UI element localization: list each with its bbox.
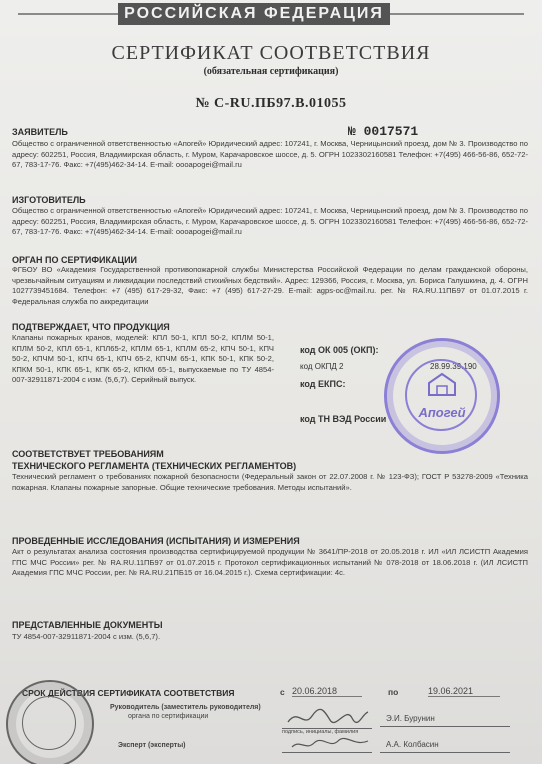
validity-to-date: 19.06.2021: [428, 686, 500, 697]
tests-text: Акт о результатах анализа состояния производства сертифицируемой продукции № 3641/ПР-2018 от 20.05.2018 г. ИЛ «ИЛ ЛСИСТП Академия ГПС МЧС России» рег. № RA.RU.11ПБ97 от 01.07.2015 г. Протокол сертификационных испытаний № 078-2018 от 18.06.2018 г. (ИЛ ЛСИСТП Академия ГПС МЧС России, рег. № RA.RU.21ПБ15 от 16.04.2015 г.). Схема сертификации: 4с.: [12, 547, 528, 577]
head-name-line: [380, 726, 510, 727]
validity-label: СРОК ДЕЙСТВИЯ СЕРТИФИКАТА СООТВЕТСТВИЯ: [22, 688, 235, 698]
okpd-code-label: код ОКПД 2: [300, 362, 344, 371]
okpd-code-value: 28.99.39.190: [430, 362, 477, 371]
stamp-text: Апогей: [418, 405, 466, 420]
head-signatory-label: Руководитель (заместитель руководителя): [110, 704, 261, 711]
head-signatory-name: Э.И. Бурунин: [386, 714, 435, 723]
validity-to-prefix: по: [388, 687, 399, 697]
certificate-subtitle: (обязательная сертификация): [203, 66, 339, 77]
validity-from-date: 20.06.2018: [292, 686, 362, 697]
product-heading: ПОДТВЕРЖДАЕТ, ЧТО ПРОДУКЦИЯ: [12, 322, 170, 332]
expert-name-line: [380, 752, 510, 753]
head-signature-caption: подпись, инициалы, фамилия: [282, 729, 359, 735]
okp-code-label: код ОК 005 (ОКП):: [300, 345, 379, 355]
ekps-code-label: код ЕКПС:: [300, 379, 346, 389]
company-stamp: [384, 338, 500, 454]
expert-name: А.А. Колбасин: [386, 740, 439, 749]
manufacturer-text: Общество с ограниченной ответственностью «Апогей» Юридический адрес: 107241, г. Москва, Черницынский проезд, дом № 3. Производство по адресу: 602251, Россия, Владимирская область, г. Муром, Карачаровское шоссе, д. 5. ОГРН 1023302160581 Телефон: +7(495) 466-56-86, 652-72-67, 783-17-76. Факс: +7(495)462-34-14. E-mail: oooapogei@mail.ru: [12, 206, 528, 236]
manufacturer-heading: ИЗГОТОВИТЕЛЬ: [12, 195, 86, 205]
applicant-heading: ЗАЯВИТЕЛЬ: [12, 127, 68, 137]
tnved-code-label: код ТН ВЭД России: [300, 414, 387, 424]
product-text: Клапаны пожарных кранов, моделей: КПЛ 50-1, КПЛ 50-2, КПЛМ 50-1, КПЛМ 50-2, КПЛ 65-1, КПЛ65-2, КПЛМ 65-1, КПЛМ 65-2, КПЧ 50-1, КПЧ 50-2, КПЧМ 50-1, КПЧ 65-1, КПЧ 65-2, КПЧМ 65-1, КПК 50-1, КПК 50-2, КПКМ 50-1, КПК 65-1, КПК 65-2, КПКМ 65-1, выпускаемые по ТУ 4854-007-32911871-2004 с изм. (5,6,7). Серийный выпуск.: [12, 333, 274, 384]
documents-heading: ПРЕДСТАВЛЕННЫЕ ДОКУМЕНТЫ: [12, 620, 163, 630]
tests-heading: ПРОВЕДЕННЫЕ ИССЛЕДОВАНИЯ (ИСПЫТАНИЯ) И ИЗМЕРЕНИЯ: [12, 536, 300, 546]
certificate-number: № C-RU.ПБ97.В.01055: [195, 96, 347, 111]
documents-text: ТУ 4854-007-32911871-2004 с изм. (5,6,7).: [12, 632, 161, 641]
validity-from-prefix: с: [280, 687, 285, 697]
stamp-building-icon: [427, 371, 457, 397]
country-banner: РОССИЙСКАЯ ФЕДЕРАЦИЯ: [118, 3, 390, 25]
official-seal: [6, 680, 94, 764]
cert-body-text: ФГБОУ ВО «Академия Государственной противопожарной службы Министерства Российской Федерации по делам гражданской обороны, чрезвычайным ситуациям и ликвидации последствий стихийных бедствий». Адрес: 129366, Россия, г. Москва, ул. Бориса Галушкина, д. 4. ОГРН 1027739451684. Телефон: +7 (495) 617-29-32, Факс: +7 (495) 617-27-29. E-mail: agps-oc@mail.ru. рег. № RA.RU.11ПБ97 от 01.07.2015 г. Федеральная служба по аккредитации: [12, 265, 528, 306]
conformity-heading: СООТВЕТСТВУЕТ ТРЕБОВАНИЯМ: [12, 449, 164, 459]
head-signatory-sublabel: органа по сертификации: [128, 713, 209, 720]
expert-label: Эксперт (эксперты): [118, 742, 186, 749]
seal-inner-ring: [22, 696, 76, 750]
expert-signature: [290, 735, 370, 753]
serial-number: № 0017571: [348, 124, 419, 139]
certificate-title: СЕРТИФИКАТ СООТВЕТСТВИЯ: [111, 42, 431, 64]
cert-body-heading: ОРГАН ПО СЕРТИФИКАЦИИ: [12, 255, 138, 265]
head-signature: [286, 704, 370, 730]
applicant-text: Общество с ограниченной ответственностью «Апогей» Юридический адрес: 107241, г. Москва, Черницынский проезд, дом № 3. Производство по адресу: 602251, Россия, Владимирская область, г. Муром, Карачаровское шоссе, д. 5. ОГРН 1023302160581 Телефон: +7(495) 466-56-86, 652-72-67, 783-17-76. Факс: +7(495)462-34-14. E-mail: oooapogei@mail.ru: [12, 139, 528, 169]
conformity-text: Технический регламент о требованиях пожарной безопасности (Федеральный закон от 22.07.2008 г. № 123-ФЗ); ГОСТ Р 53278-2009 «Техника пожарная. Клапаны пожарные запорные. Общие технические требования. Методы испытаний».: [12, 472, 528, 492]
conformity-subheading: ТЕХНИЧЕСКОГО РЕГЛАМЕНТА (ТЕХНИЧЕСКИХ РЕГЛАМЕНТОВ): [12, 461, 297, 471]
